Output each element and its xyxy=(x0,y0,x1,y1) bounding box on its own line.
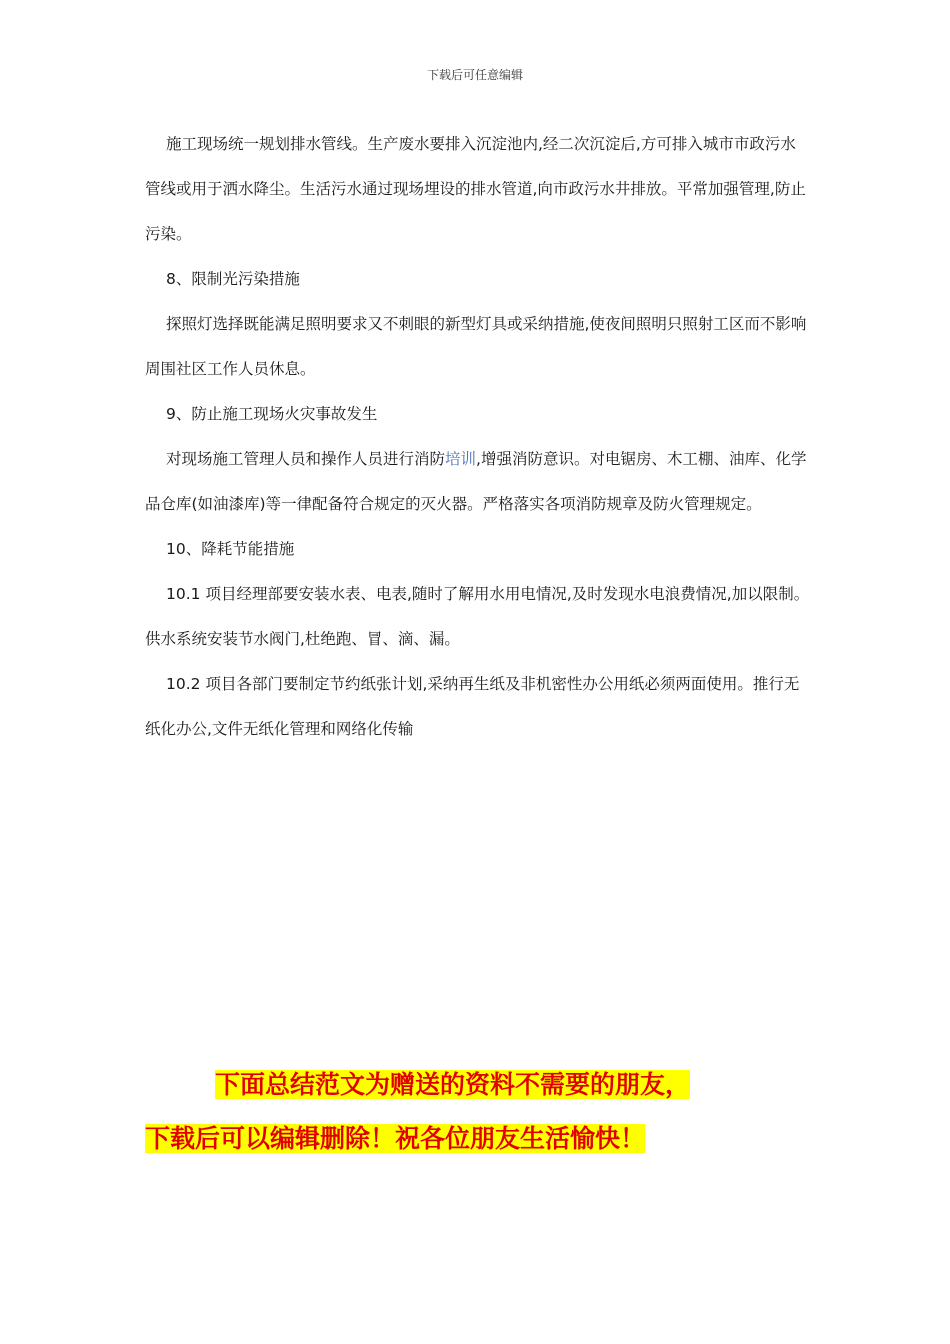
document-body xyxy=(145,122,810,752)
training-link[interactable]: 培训 xyxy=(445,450,477,468)
notice-line-1 xyxy=(145,1058,825,1112)
notice-line-2-text: 下载后可以编辑删除！祝各位朋友生活愉快！ xyxy=(145,1124,646,1153)
heading-light-pollution: 8、限制光污染措施 xyxy=(166,270,300,288)
paragraph-light-pollution: 探照灯选择既能满足照明要求又不刺眼的新型灯具或采纳措施,使夜间照明只照射工区而不影响周围社区工作人员休息。 xyxy=(145,315,807,378)
paragraph-fire-prevention xyxy=(145,437,810,527)
fire-text-before: 对现场施工管理人员和操作人员进行消防 xyxy=(166,450,446,468)
gift-notice xyxy=(145,1058,825,1166)
notice-line-1-text: 下面总结范文为赠送的资料不需要的朋友， xyxy=(215,1070,691,1099)
notice-line-2 xyxy=(145,1112,825,1166)
fire-text-after: ,增强消防意识。对电锯房、木工棚、油库、化学品仓库(如油漆库)等一律配备符合规定的灭火器。严格落实各项消防规章及防火管理规定。 xyxy=(145,450,807,513)
paragraph-10-1: 10.1 项目经理部要安装水表、电表,随时了解用水用电情况,及时发现水电浪费情况,加以限制。供水系统安装节水阀门,杜绝跑、冒、滴、漏。 xyxy=(145,585,810,648)
page-header: 下载后可任意编辑 xyxy=(426,68,523,82)
paragraph-10-2: 10.2 项目各部门要制定节约纸张计划,采纳再生纸及非机密性办公用纸必须两面使用。推行无纸化办公,文件无纸化管理和网络化传输 xyxy=(145,675,800,738)
paragraph-drainage: 施工现场统一规划排水管线。生产废水要排入沉淀池内,经二次沉淀后,方可排入城市市政污水管线或用于洒水降尘。生活污水通过现场埋设的排水管道,向市政污水井排放。平常加强管理,防止污染。 xyxy=(145,135,806,243)
heading-energy-saving: 10、降耗节能措施 xyxy=(166,540,295,558)
heading-fire-prevention: 9、防止施工现场火灾事故发生 xyxy=(166,405,378,423)
